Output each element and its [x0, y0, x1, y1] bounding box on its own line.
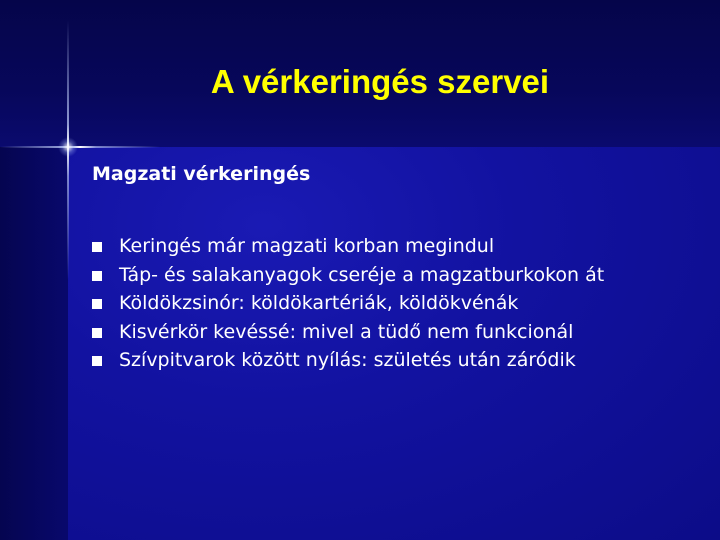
slide-title: A vérkeringés szervei: [210, 63, 550, 100]
square-bullet-icon: [92, 299, 102, 309]
square-bullet-icon: [92, 328, 102, 338]
bullet-text: Szívpitvarok között nyílás: születés után záródik: [119, 349, 576, 371]
bullet-text: Kisvérkör kevéssé: mivel a tüdő nem funkcionál: [119, 320, 574, 343]
square-bullet-icon: [92, 356, 102, 366]
bullet-text: Táp- és salakanyagok cseréje a magzatburkokon át: [119, 263, 605, 286]
sparkle-horizontal-ray: [0, 146, 160, 148]
left-band-background: [0, 147, 68, 540]
bullet-text: Köldökzsinór: köldökartériák, köldökvénák: [119, 292, 519, 314]
bullet-text: Keringés már magzati korban megindul: [119, 235, 495, 257]
square-bullet-icon: [92, 242, 102, 252]
square-bullet-icon: [92, 271, 102, 281]
sparkle-glow: [58, 137, 78, 157]
slide-subtitle: Magzati vérkeringés: [92, 163, 311, 185]
